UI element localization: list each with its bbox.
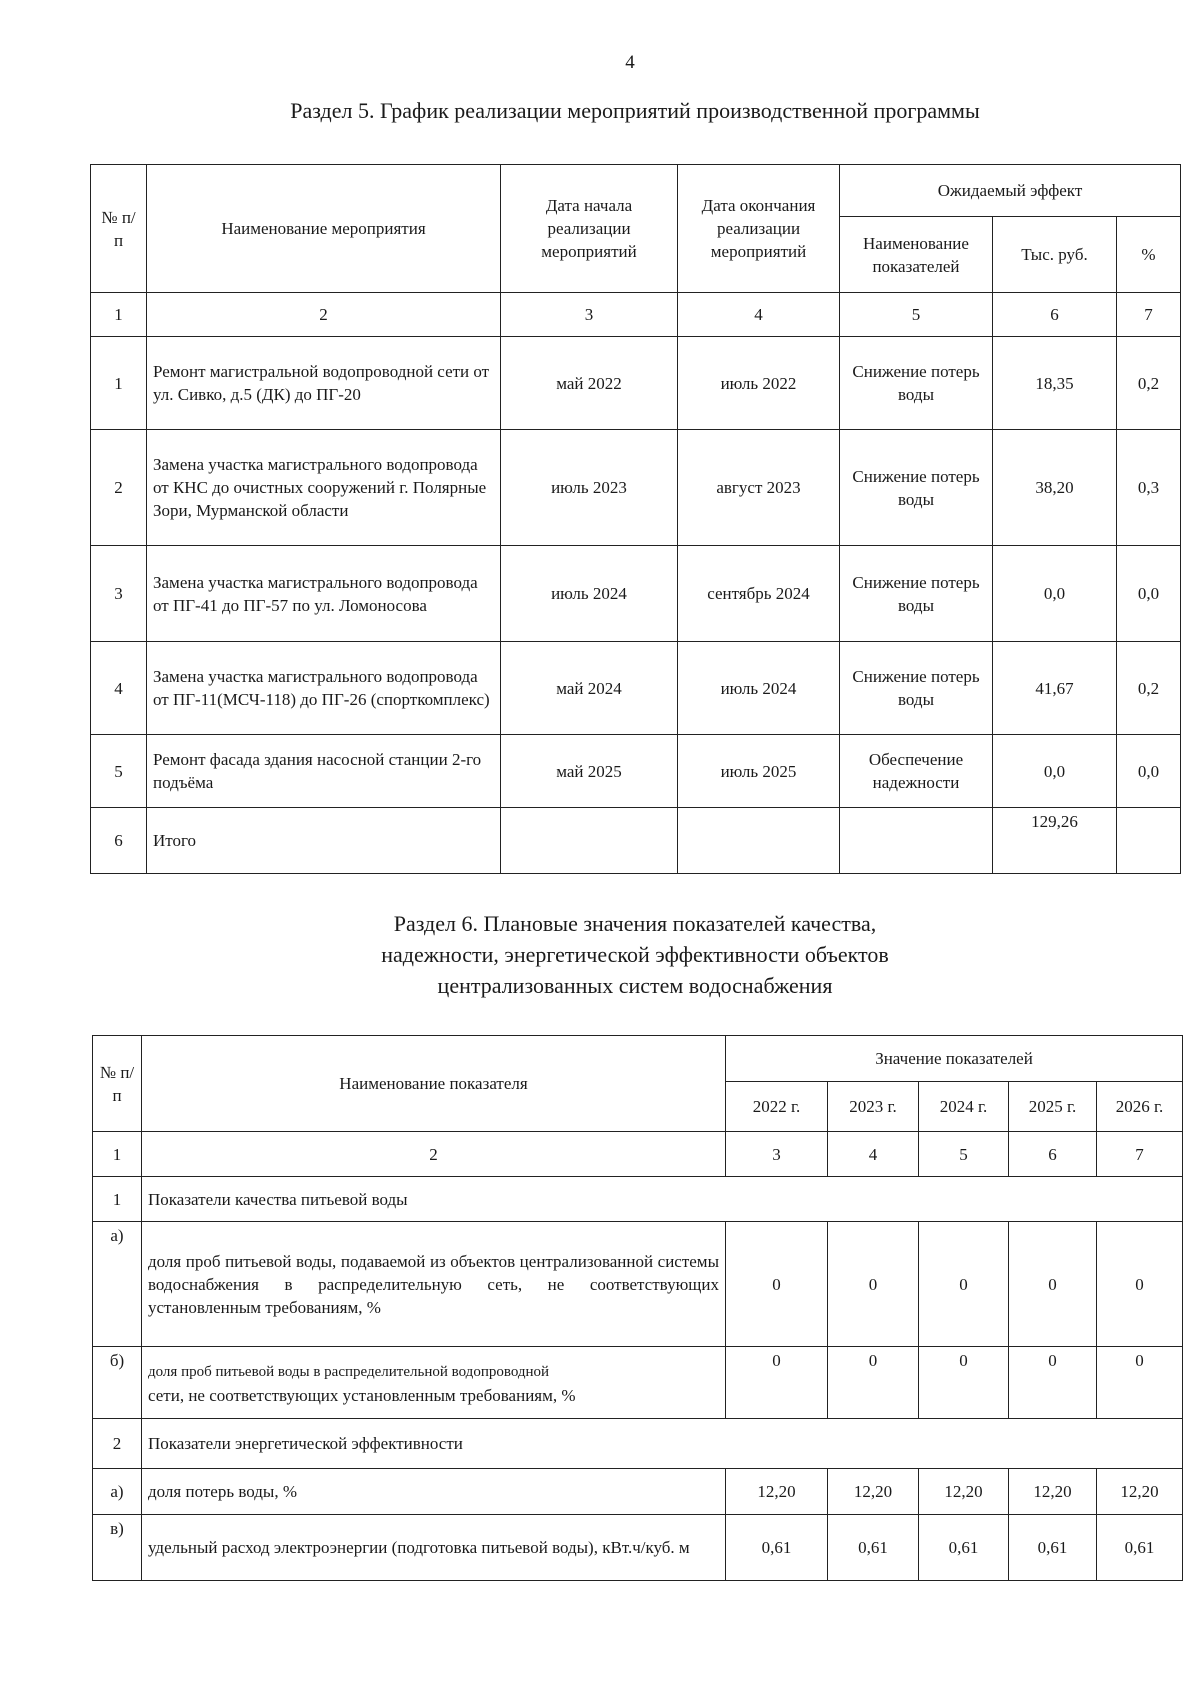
- col-number: 5: [840, 293, 993, 337]
- col-number: 5: [919, 1132, 1009, 1177]
- col-number: 4: [678, 293, 840, 337]
- row-num: в): [93, 1515, 142, 1581]
- table-row: [91, 337, 1181, 430]
- row-name: удельный расход электроэнергии (подготовка питьевой воды), кВт.ч/куб. м: [142, 1515, 726, 1581]
- row-pct: 0,0: [1117, 735, 1181, 808]
- column-numbers-row: [93, 1132, 1183, 1177]
- row-num: 1: [91, 337, 147, 430]
- row-indicator: Обеспечение надежности: [840, 735, 993, 808]
- row-rub: 41,67: [993, 642, 1117, 735]
- row-end: июль 2024: [678, 642, 840, 735]
- col-number: 3: [501, 293, 678, 337]
- table-row: [93, 1469, 1183, 1515]
- header-indicator-name: Наименование показателя: [142, 1036, 726, 1132]
- column-numbers-row: [91, 293, 1181, 337]
- row-name-part: доля проб питьевой воды в распределительной водопроводной: [148, 1363, 550, 1380]
- row-value: 0: [1009, 1347, 1097, 1419]
- header-year: 2023 г.: [828, 1082, 919, 1132]
- row-value: 0: [919, 1347, 1009, 1419]
- header-year: 2026 г.: [1097, 1082, 1183, 1132]
- row-value: 0: [726, 1222, 828, 1347]
- row-start: июль 2024: [501, 546, 678, 642]
- table-row: [93, 1347, 1183, 1419]
- section6-title-line: надежности, энергетической эффективности объектов: [381, 942, 889, 967]
- table-row: [91, 430, 1181, 546]
- row-pct: [1117, 808, 1181, 874]
- row-name: Ремонт фасада здания насосной станции 2-го подъёма: [147, 735, 501, 808]
- group-label: Показатели энергетической эффективности: [142, 1419, 1183, 1469]
- section5-title: Раздел 5. График реализации мероприятий производственной программы: [290, 98, 980, 123]
- row-num: 4: [91, 642, 147, 735]
- row-name: [142, 1347, 726, 1419]
- row-indicator: Снижение потерь воды: [840, 546, 993, 642]
- header-num: № п/п: [91, 165, 147, 293]
- group-num: 2: [93, 1419, 142, 1469]
- row-value: 12,20: [828, 1469, 919, 1515]
- row-num: а): [93, 1469, 142, 1515]
- row-start: май 2025: [501, 735, 678, 808]
- header-indicators: Наименование показателей: [840, 217, 993, 293]
- row-value: 0,61: [726, 1515, 828, 1581]
- row-name: Замена участка магистрального водопровода от КНС до очистных сооружений г. Полярные Зори, Мурманской области: [147, 430, 501, 546]
- row-rub: 18,35: [993, 337, 1117, 430]
- row-value: 0: [726, 1347, 828, 1419]
- header-num: № п/п: [93, 1036, 142, 1132]
- row-value: 0,61: [1097, 1515, 1183, 1581]
- header-indicator-values: Значение показателей: [726, 1036, 1183, 1082]
- section6-table: [92, 1035, 1183, 1581]
- header-expected-effect: Ожидаемый эффект: [840, 165, 1181, 217]
- row-value: 0: [919, 1222, 1009, 1347]
- section6-title-line: Раздел 6. Плановые значения показателей качества,: [393, 911, 877, 936]
- row-value: 0: [1097, 1222, 1183, 1347]
- row-num: 6: [91, 808, 147, 874]
- row-num: б): [93, 1347, 142, 1419]
- row-value: 0: [1097, 1347, 1183, 1419]
- row-pct: 0,3: [1117, 430, 1181, 546]
- section5-table: [90, 164, 1181, 874]
- col-number: 1: [93, 1132, 142, 1177]
- row-name-part: сети, не соответствующих установленным требованиям, %: [148, 1385, 576, 1405]
- row-name: Замена участка магистрального водопровода от ПГ-41 до ПГ-57 по ул. Ломоносова: [147, 546, 501, 642]
- header-name: Наименование мероприятия: [147, 165, 501, 293]
- row-end: [678, 808, 840, 874]
- row-value: 12,20: [1009, 1469, 1097, 1515]
- row-end: июль 2025: [678, 735, 840, 808]
- row-name: доля потерь воды, %: [142, 1469, 726, 1515]
- row-value: 12,20: [919, 1469, 1009, 1515]
- row-pct: 0,2: [1117, 337, 1181, 430]
- row-num: 3: [91, 546, 147, 642]
- table-row: [91, 735, 1181, 808]
- group-label: Показатели качества питьевой воды: [142, 1177, 1183, 1222]
- row-value: 0: [1009, 1222, 1097, 1347]
- row-rub: 0,0: [993, 546, 1117, 642]
- col-number: 6: [1009, 1132, 1097, 1177]
- header-percent: %: [1117, 217, 1181, 293]
- section6-title: [0, 908, 1200, 1001]
- header-end-date: Дата окончания реализации мероприятий: [678, 165, 840, 293]
- row-rub: 0,0: [993, 735, 1117, 808]
- col-number: 1: [91, 293, 147, 337]
- table-row: [91, 546, 1181, 642]
- table-row: [91, 642, 1181, 735]
- table-row: [93, 1222, 1183, 1347]
- row-value: 0: [828, 1222, 919, 1347]
- row-value: 0,61: [1009, 1515, 1097, 1581]
- row-indicator: Снижение потерь воды: [840, 430, 993, 546]
- row-end: июль 2022: [678, 337, 840, 430]
- section6-title-line: централизованных систем водоснабжения: [437, 973, 833, 998]
- col-number: 7: [1097, 1132, 1183, 1177]
- group-row: [93, 1419, 1183, 1469]
- row-value: 0,61: [919, 1515, 1009, 1581]
- row-value: 0,61: [828, 1515, 919, 1581]
- page-number: 4: [625, 52, 635, 73]
- row-start: [501, 808, 678, 874]
- group-row: [93, 1177, 1183, 1222]
- header-start-date: Дата начала реализации мероприятий: [501, 165, 678, 293]
- row-end: сентябрь 2024: [678, 546, 840, 642]
- row-value: 0: [828, 1347, 919, 1419]
- row-indicator: [840, 808, 993, 874]
- col-number: 2: [142, 1132, 726, 1177]
- row-name: доля проб питьевой воды, подаваемой из объектов централизованной системы водоснабжения в распределительную сеть, не соответствующих установленным требованиям, %: [142, 1222, 726, 1347]
- col-number: 3: [726, 1132, 828, 1177]
- row-name: Итого: [147, 808, 501, 874]
- col-number: 4: [828, 1132, 919, 1177]
- row-rub: 38,20: [993, 430, 1117, 546]
- row-indicator: Снижение потерь воды: [840, 642, 993, 735]
- row-start: май 2024: [501, 642, 678, 735]
- row-num: а): [93, 1222, 142, 1347]
- header-year: 2024 г.: [919, 1082, 1009, 1132]
- col-number: 7: [1117, 293, 1181, 337]
- col-number: 6: [993, 293, 1117, 337]
- row-pct: 0,0: [1117, 546, 1181, 642]
- header-thousand-rub: Тыс. руб.: [993, 217, 1117, 293]
- row-end: август 2023: [678, 430, 840, 546]
- group-num: 1: [93, 1177, 142, 1222]
- header-year: 2022 г.: [726, 1082, 828, 1132]
- row-num: 2: [91, 430, 147, 546]
- row-start: июль 2023: [501, 430, 678, 546]
- row-name: Ремонт магистральной водопроводной сети от ул. Сивко, д.5 (ДК) до ПГ-20: [147, 337, 501, 430]
- row-num: 5: [91, 735, 147, 808]
- row-start: май 2022: [501, 337, 678, 430]
- row-rub: 129,26: [993, 808, 1117, 874]
- col-number: 2: [147, 293, 501, 337]
- row-name: Замена участка магистрального водопровода от ПГ-11(МСЧ-118) до ПГ-26 (спорткомплекс): [147, 642, 501, 735]
- row-indicator: Снижение потерь воды: [840, 337, 993, 430]
- row-value: 12,20: [1097, 1469, 1183, 1515]
- table-row: [93, 1515, 1183, 1581]
- row-pct: 0,2: [1117, 642, 1181, 735]
- header-year: 2025 г.: [1009, 1082, 1097, 1132]
- total-row: [91, 808, 1181, 874]
- row-value: 12,20: [726, 1469, 828, 1515]
